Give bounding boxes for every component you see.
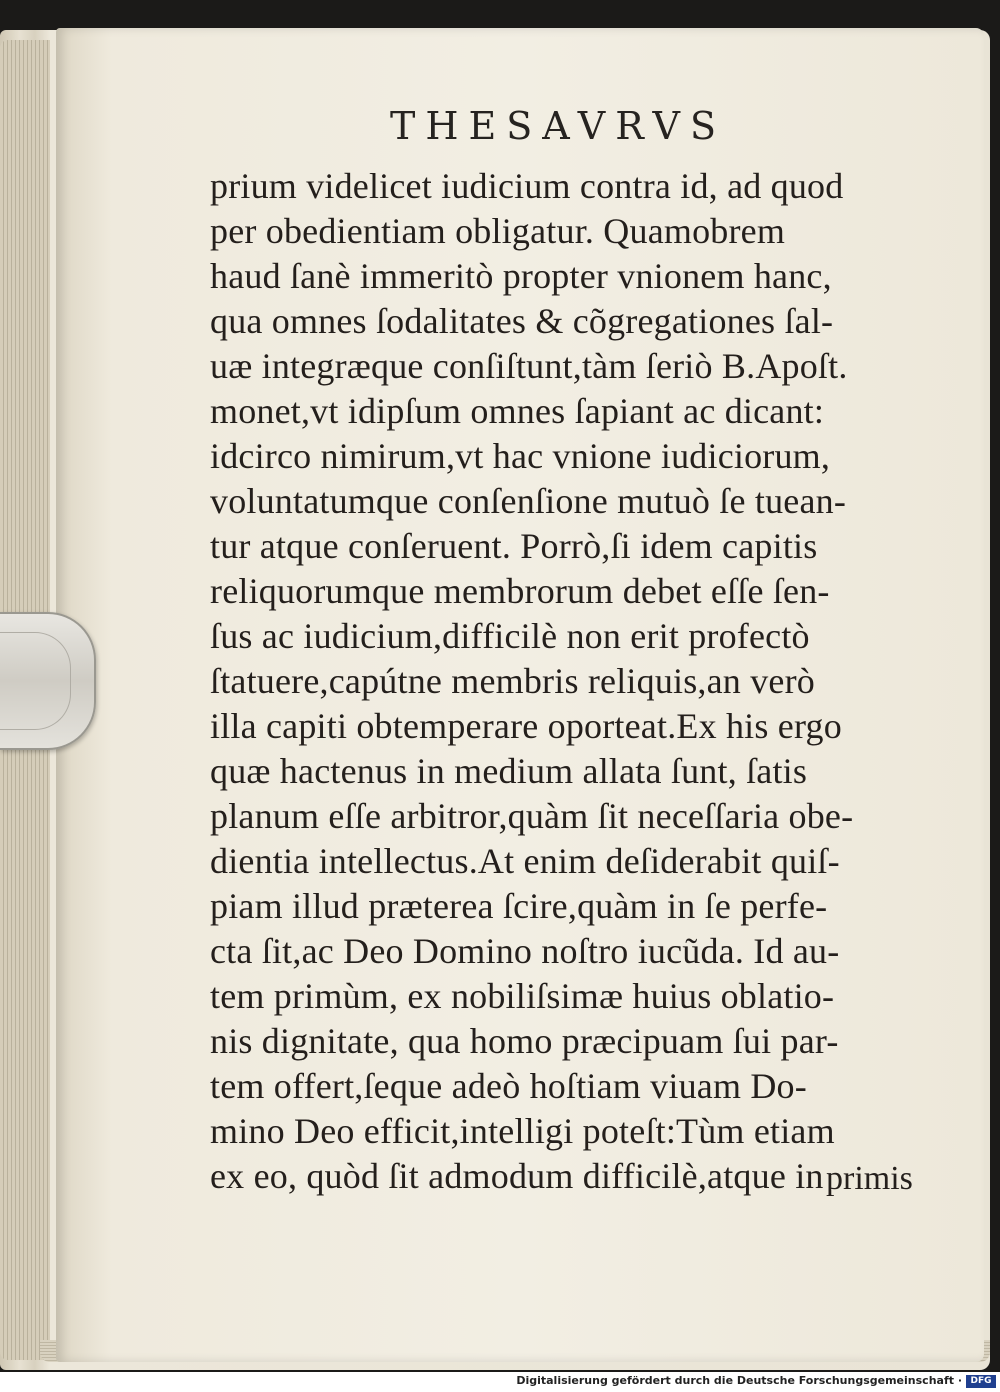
text-line: qua omnes ſodalitates & cõgregationes ſal- xyxy=(210,301,834,341)
text-line: prium videlicet iudicium contra id, ad quod xyxy=(210,166,844,206)
footer-credit: Digitalisierung gefördert durch die Deutsche Forschungsgemeinschaft · xyxy=(516,1374,962,1387)
text-line: nis dignitate, qua homo præcipuam ſui par- xyxy=(210,1021,839,1061)
text-line: tem primùm, ex nobiliſsimæ huius oblatio- xyxy=(210,976,835,1016)
running-head: THESAVRVS xyxy=(390,104,726,148)
text-line: per obedientiam obligatur. Quamobrem xyxy=(210,211,786,251)
body-text xyxy=(210,164,950,1199)
clasp-band xyxy=(0,632,71,730)
catchword: primis xyxy=(826,1160,913,1197)
text-line: dientia intellectus.At enim deſiderabit quiſ- xyxy=(210,841,840,881)
text-line: voluntatumque conſenſione mutuò ſe tuean- xyxy=(210,481,847,521)
text-line: haud ſanè immeritò propter vnionem hanc, xyxy=(210,256,832,296)
text-line: tur atque conſeruent. Porrò,ſi idem capitis xyxy=(210,526,818,566)
text-line: monet,vt idipſum omnes ſapiant ac dicant: xyxy=(210,391,825,431)
book-clasp-icon xyxy=(0,612,96,750)
text-line: ſtatuere,capútne membris reliquis,an verò xyxy=(210,661,815,701)
text-line: illa capiti obtemperare oporteat.Ex his ergo xyxy=(210,706,842,746)
text-line: ex eo, quòd ſit admodum difficilè,atque in xyxy=(210,1156,824,1196)
text-line: tem offert,ſeque adeò hoſtiam viuam Do- xyxy=(210,1066,807,1106)
text-line: uæ integræque conſiſtunt,tàm ſeriò B.Apoſt. xyxy=(210,346,848,386)
text-line: mino Deo efficit,intelligi poteſt:Tùm etiam xyxy=(210,1111,835,1151)
text-line: cta ſit,ac Deo Domino noſtro iucũda. Id au- xyxy=(210,931,840,971)
dfg-logo-icon: DFG xyxy=(966,1375,996,1388)
text-line: planum eſſe arbitror,quàm ſit neceſſaria obe- xyxy=(210,796,854,836)
digitization-footer xyxy=(0,1372,1000,1392)
text-line: reliquorumque membrorum debet eſſe ſen- xyxy=(210,571,830,611)
text-line: piam illud præterea ſcire,quàm in ſe perfe- xyxy=(210,886,828,926)
text-line: ſus ac iudicium,difficilè non erit profectò xyxy=(210,616,810,656)
text-line: quæ hactenus in medium allata ſunt, ſatis xyxy=(210,751,808,791)
text-line: idcirco nimirum,vt hac vnione iudiciorum, xyxy=(210,436,831,476)
